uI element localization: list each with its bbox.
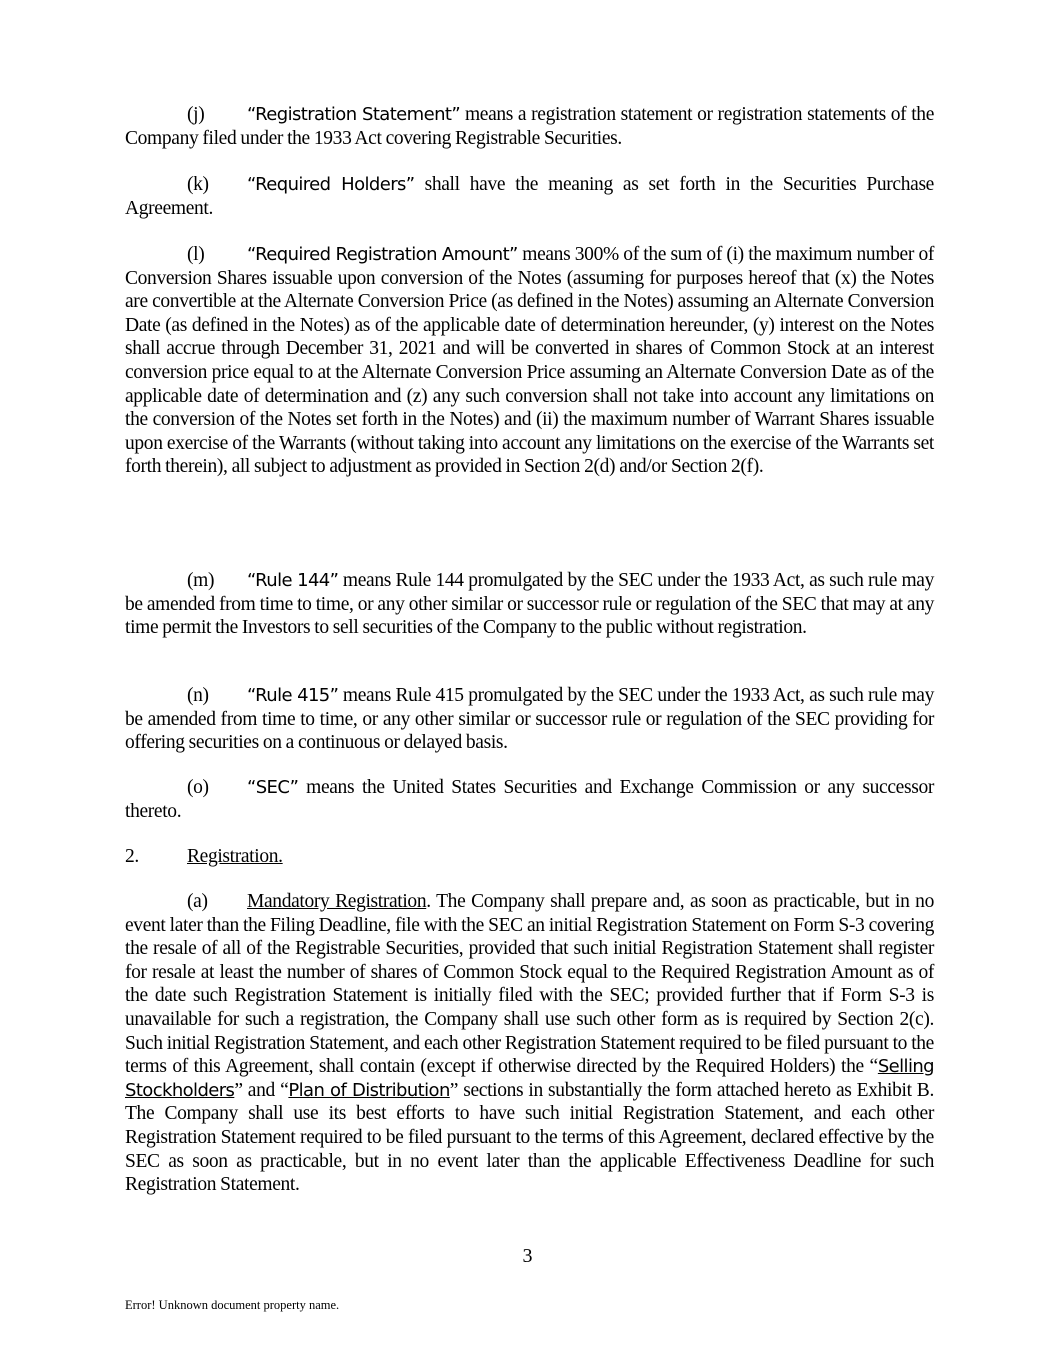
paragraph-text: ” and “ bbox=[234, 1079, 289, 1101]
defined-term: “Required Registration Amount” bbox=[247, 244, 518, 265]
paragraph-label: (o) bbox=[187, 777, 209, 798]
definition-text: means the United States Securities and Exchange Commission or any successor thereto. bbox=[125, 777, 934, 822]
defined-term: “Rule 144” bbox=[247, 570, 339, 591]
definition-sec bbox=[125, 776, 934, 823]
mandatory-registration-paragraph bbox=[125, 890, 934, 1197]
paragraph-label: (k) bbox=[187, 174, 209, 195]
section-title: Registration. bbox=[187, 846, 283, 867]
definition-text: shall have the meaning as set forth in the Securities Purchase Agreement. bbox=[125, 174, 934, 219]
definition-text: means Rule 415 promulgated by the SEC under the 1933 Act, as such rule may be amended from time to time, or any other similar or successor rule or regulation of the SEC providing for offering securities on a continuous or delayed basis. bbox=[125, 685, 935, 754]
definition-required-registration-amount bbox=[125, 243, 934, 479]
plan-of-distribution-reference: Plan of Distribution bbox=[288, 1079, 450, 1101]
paragraph-label: (a) bbox=[187, 891, 208, 912]
footer-text: Error! Unknown document property name. bbox=[125, 1298, 340, 1312]
page-number: 3 bbox=[522, 1245, 533, 1267]
defined-term: “SEC” bbox=[247, 777, 299, 798]
definition-rule-415 bbox=[125, 684, 934, 755]
paragraph-text: ” sections in substantially the form attached hereto as Exhibit B. The Company shall use its best efforts to have such initial Registration Statement, and each other Registration Statement required to be filed pursuant to the terms of this Agreement, declared effective by the SEC as soon as practicable, but in no event later than the applicable Effectiveness Deadline for such Registration Statement. bbox=[125, 1079, 934, 1196]
section-number: 2. bbox=[125, 846, 139, 867]
definition-required-holders bbox=[125, 173, 934, 220]
definition-text: means a registration statement or registration statements of the Company filed under the 1933 Act covering Registrable Securities. bbox=[125, 104, 934, 149]
definition-text: means Rule 144 promulgated by the SEC under the 1933 Act, as such rule may be amended from time to time, or any other similar or successor rule or regulation of the SEC that may at any time permit the Investors to sell securities of the Company to the public without registration. bbox=[125, 570, 935, 639]
section-heading bbox=[125, 845, 283, 869]
paragraph-label: (m) bbox=[187, 570, 215, 591]
paragraph-text: . The Company shall prepare and, as soon as practicable, but in no event later than the Filing Deadline, file with the SEC an initial Registration Statement on Form S-3 covering the resale of all of the Registrable Securities, provided that such initial Registration Statement shall register for resale at least the number of shares of Common Stock equal to the Required Registration Amount as of the date such Registration Statement is initially filed with the SEC; provided further that if Form S-3 is unavailable for such a registration, the Company shall use such other form as is required by Section 2(c). Such initial Registration Statement, and each other Registration Statement required to be filed pursuant to the terms of this Agreement, shall contain (except if otherwise directed by the Required Holders) the “ bbox=[125, 891, 934, 1078]
paragraph-label: (n) bbox=[187, 685, 209, 706]
definition-rule-144 bbox=[125, 569, 934, 640]
definition-text: means 300% of the sum of (i) the maximum number of Conversion Shares issuable upon conversion of the Notes (assuming for purposes hereof that (x) the Notes are convertible at the Alternate Conversion Price (as defined in the Notes) assuming an Alternate Conversion Date (as defined in the Notes) as of the applicable date of determination hereunder, (y) interest on the Notes shall accrue through December 31, 2021 and will be converted in shares of Common Stock at an interest conversion price equal to at the Alternate Conversion Price assuming an Alternate Conversion Date as of the applicable date of determination and (z) any such conversion shall not take into account any limitations on the conversion of the Notes set forth in the Notes) and (ii) the maximum number of Warrant Shares issuable upon exercise of the Warrants (without taking into account any limitations on the exercise of the Warrants set forth therein), all subject to adjustment as provided in Section 2(d) and/or Section 2(f). bbox=[125, 244, 934, 478]
subsection-heading: Mandatory Registration bbox=[247, 891, 427, 912]
defined-term: “Required Holders” bbox=[247, 174, 415, 195]
defined-term: “Registration Statement” bbox=[247, 104, 461, 125]
paragraph-label: (j) bbox=[187, 104, 205, 125]
paragraph-label: (l) bbox=[187, 244, 205, 265]
definition-registration-statement bbox=[125, 103, 934, 150]
defined-term: “Rule 415” bbox=[247, 685, 339, 706]
selling-stockholders-reference: Selling Stockholders bbox=[125, 1056, 934, 1101]
